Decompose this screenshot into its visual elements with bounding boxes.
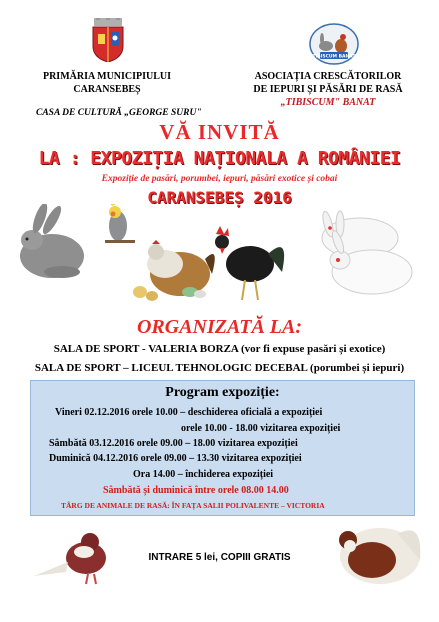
program-line-2: orele 10.00 - 18.00 vizitarea expoziției [181, 423, 341, 434]
casa-de-cultura: CASA DE CULTURĂ „GEORGE SURU" [36, 108, 202, 118]
rooster-icon [215, 226, 284, 300]
venue-2: SALA DE SPORT – LICEUL TEHNOLOGIC DECEBAL (porumbei și iepuri) [34, 362, 405, 374]
org-left [22, 70, 192, 96]
org-right [228, 70, 428, 109]
exhibition-subtitle: Expoziție de pasări, porumbei, iepuri, păsări exotice și cobai [101, 174, 338, 184]
program-title: Program expoziție: [165, 385, 280, 400]
city-year: CARANSEBEȘ 2016 [147, 188, 292, 207]
logo-text: TIBISCUM BANAT [312, 54, 356, 60]
hen-icon [147, 240, 215, 298]
exhibition-title: LA : EXPOZIȚIA NAȚIONALA A ROMÂNIEI [38, 148, 401, 169]
pigeon-right-icon [328, 510, 428, 590]
org-left-line-2: CARANSEBEȘ [73, 84, 141, 95]
invite-heading: VĂ INVITĂ [159, 120, 280, 144]
org-right-line-2: DE IEPURI ȘI PĂSĂRI DE RASĂ [253, 84, 403, 95]
animals-illustration [0, 204, 439, 314]
org-right-name: „TIBISCUM" BANAT [280, 97, 376, 108]
program-red-line: Sâmbătă și duminică între orele 08.00 14.00 [103, 485, 289, 496]
venue-1: SALA DE SPORT - VALERIA BORZA (vor fi expuse pasări și exotice) [53, 343, 386, 355]
program-line-4: Duminică 04.12.2016 orele 09.00 – 13.30 vizitarea expoziției [49, 453, 302, 464]
program-box [30, 380, 415, 516]
program-fair-line: TÂRG DE ANIMALE DE RASĂ: ÎN FAȚA SALII POLIVALENTE – VICTORIA [61, 501, 325, 510]
entry-fee: INTRARE 5 lei, COPIII GRATIS [148, 552, 291, 563]
chicks-icon [133, 286, 158, 301]
cockatiel-icon [105, 204, 135, 243]
association-logo-icon [308, 22, 360, 66]
rabbit-icon [20, 204, 84, 278]
city-crest-icon [90, 18, 126, 62]
program-line-5: Ora 14.00 – închiderea expoziției [133, 469, 274, 480]
org-right-line-1: ASOCIAȚIA CRESCĂTORILOR [254, 71, 402, 82]
program-line-1: Vineri 02.12.2016 orele 10.00 – deschiderea oficială a expoziției [55, 407, 323, 418]
program-line-3: Sâmbătă 03.12.2016 orele 09.00 – 18.00 vizitarea expoziției [49, 438, 298, 449]
white-rabbits-icon [321, 210, 412, 294]
org-left-line-1: PRIMĂRIA MUNICIPIULUI [42, 71, 172, 82]
organized-heading: ORGANIZATĂ LA: [136, 316, 303, 338]
